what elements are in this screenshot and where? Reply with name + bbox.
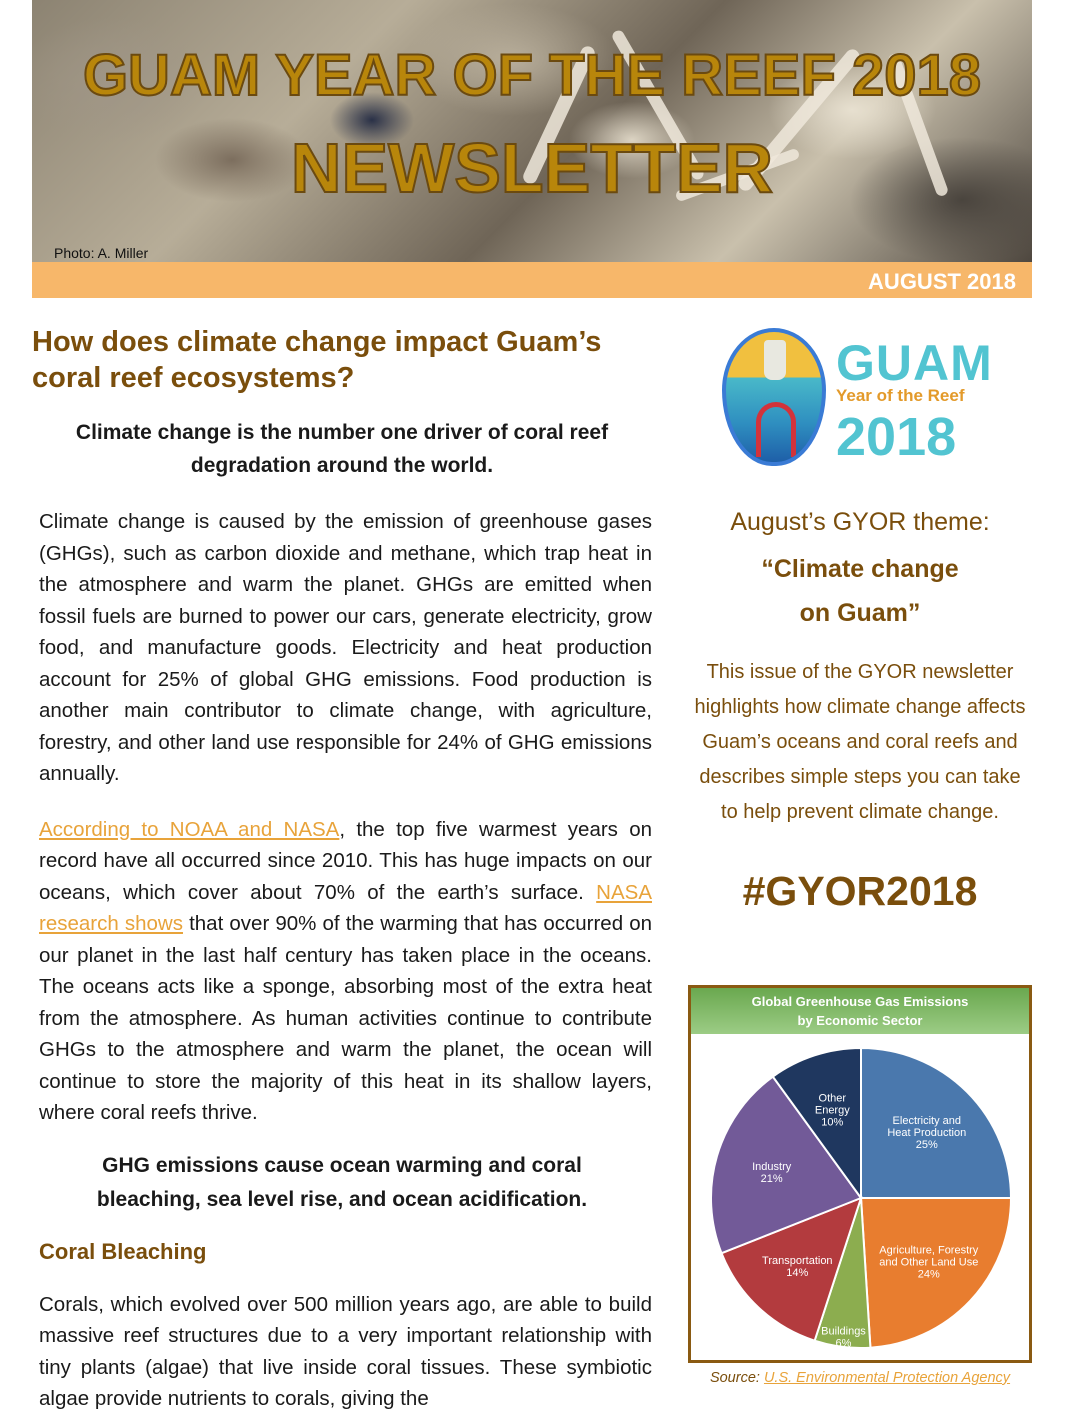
article-lead-2: GHG emissions cause ocean warming and coral bleaching, sea level rise, and ocean acidification. [96, 1153, 588, 1211]
logo-tagline: Year of the Reef [836, 386, 965, 405]
article-paragraph-1: Climate change is caused by the emission of greenhouse gases (GHGs), such as carbon dioxide and methane, which trap heat in the atmosphere and warm the planet. GHGs are emitted when fossil fuels are burned to power our cars, generate electricity, grow food, and manufacture goods. Electricity and heat production account for 25% of global GHG emissions. Food production is another main contributor to climate change, with agriculture, forestry, and other land use responsible for 24% of GHG emissions annually. [39, 510, 652, 785]
ghg-emissions-chart [688, 985, 1032, 1363]
newsletter-title-line2: NEWSLETTER [290, 129, 774, 207]
chart-title-line1: Global Greenhouse Gas Emissions [751, 994, 969, 1009]
pie-slice-label: Electricity and Heat Production 25% [887, 1115, 967, 1152]
logo-year: 2018 [836, 407, 957, 467]
pie-slice-label: Agriculture, Forestry and Other Land Use 24% [879, 1244, 979, 1281]
gyor-logo [690, 320, 1030, 470]
sidebar [690, 320, 1030, 915]
pie-slice-label: Transportation 14% [762, 1254, 833, 1279]
photo-credit: Photo: A. Miller [54, 245, 149, 261]
theme-title-line1: “Climate change [761, 555, 959, 583]
logo-guam-text: GUAM [836, 335, 993, 391]
theme-title-line2: on Guam” [799, 599, 921, 627]
article-paragraph-3: Corals, which evolved over 500 million years ago, are able to build massive reef structures due to a very important relationship with tiny plants (algae) that live inside coral tissues. These symbiotic algae provide nutrients to corals, giving the [39, 1292, 652, 1410]
source-label: Source: [709, 1370, 760, 1386]
article-paragraph-2 [32, 814, 652, 1129]
noaa-nasa-link[interactable]: According to NOAA and NASA [39, 817, 340, 841]
article-lead: Climate change is the number one driver of coral reef degradation around the world. [75, 421, 609, 477]
pie-slice-label: Buildings 6% [821, 1325, 866, 1350]
section-heading-coral-bleaching: Coral Bleaching [39, 1238, 207, 1264]
paragraph-text: that over 90% of the warming that has occurred on our planet in the last half century has taken place in the oceans. The oceans acts like a sponge, absorbing most of the extra heat from the atmosphere. As human activities continue to contribute GHGs to the atmosphere and warm the planet, the ocean will continue to store the majority of this heat in its shallow layers, where coral reefs thrive. [39, 912, 652, 1124]
pie-chart [691, 1034, 1029, 1360]
nasa-research-link[interactable]: NASA research shows [39, 880, 652, 935]
chart-title [691, 988, 1029, 1034]
issue-date: AUGUST 2018 [868, 269, 1016, 294]
date-bar [32, 262, 1032, 298]
theme-description: This issue of the GYOR newsletter highlights how climate change affects Guam’s oceans and coral reefs and describes simple steps you can take to help prevent climate change. [694, 661, 1026, 823]
article-column [32, 324, 652, 1410]
chart-source [688, 1370, 1032, 1386]
pie-slice-label: Other Energy 10% [814, 1092, 850, 1129]
theme-label: August’s GYOR theme: [730, 508, 990, 536]
reef-shield-icon [722, 328, 826, 466]
theme-title [690, 547, 1030, 635]
newsletter-title-line1: GUAM YEAR OF THE REEF 2018 [82, 43, 982, 108]
header-banner [32, 0, 1032, 262]
pie-slice-label: Industry 21% [752, 1161, 792, 1186]
article-title: How does climate change impact Guam’s coral reef ecosystems? [32, 326, 602, 394]
hashtag: #GYOR2018 [742, 868, 978, 914]
paragraph-text: , the top five warmest years on record have all occurred since 2010. This has huge impacts on our oceans, which cover about 70% of the earth’s surface. [39, 817, 652, 904]
chart-title-line2: by Economic Sector [797, 1013, 923, 1028]
epa-source-link[interactable]: U.S. Environmental Protection Agency [763, 1370, 1011, 1386]
